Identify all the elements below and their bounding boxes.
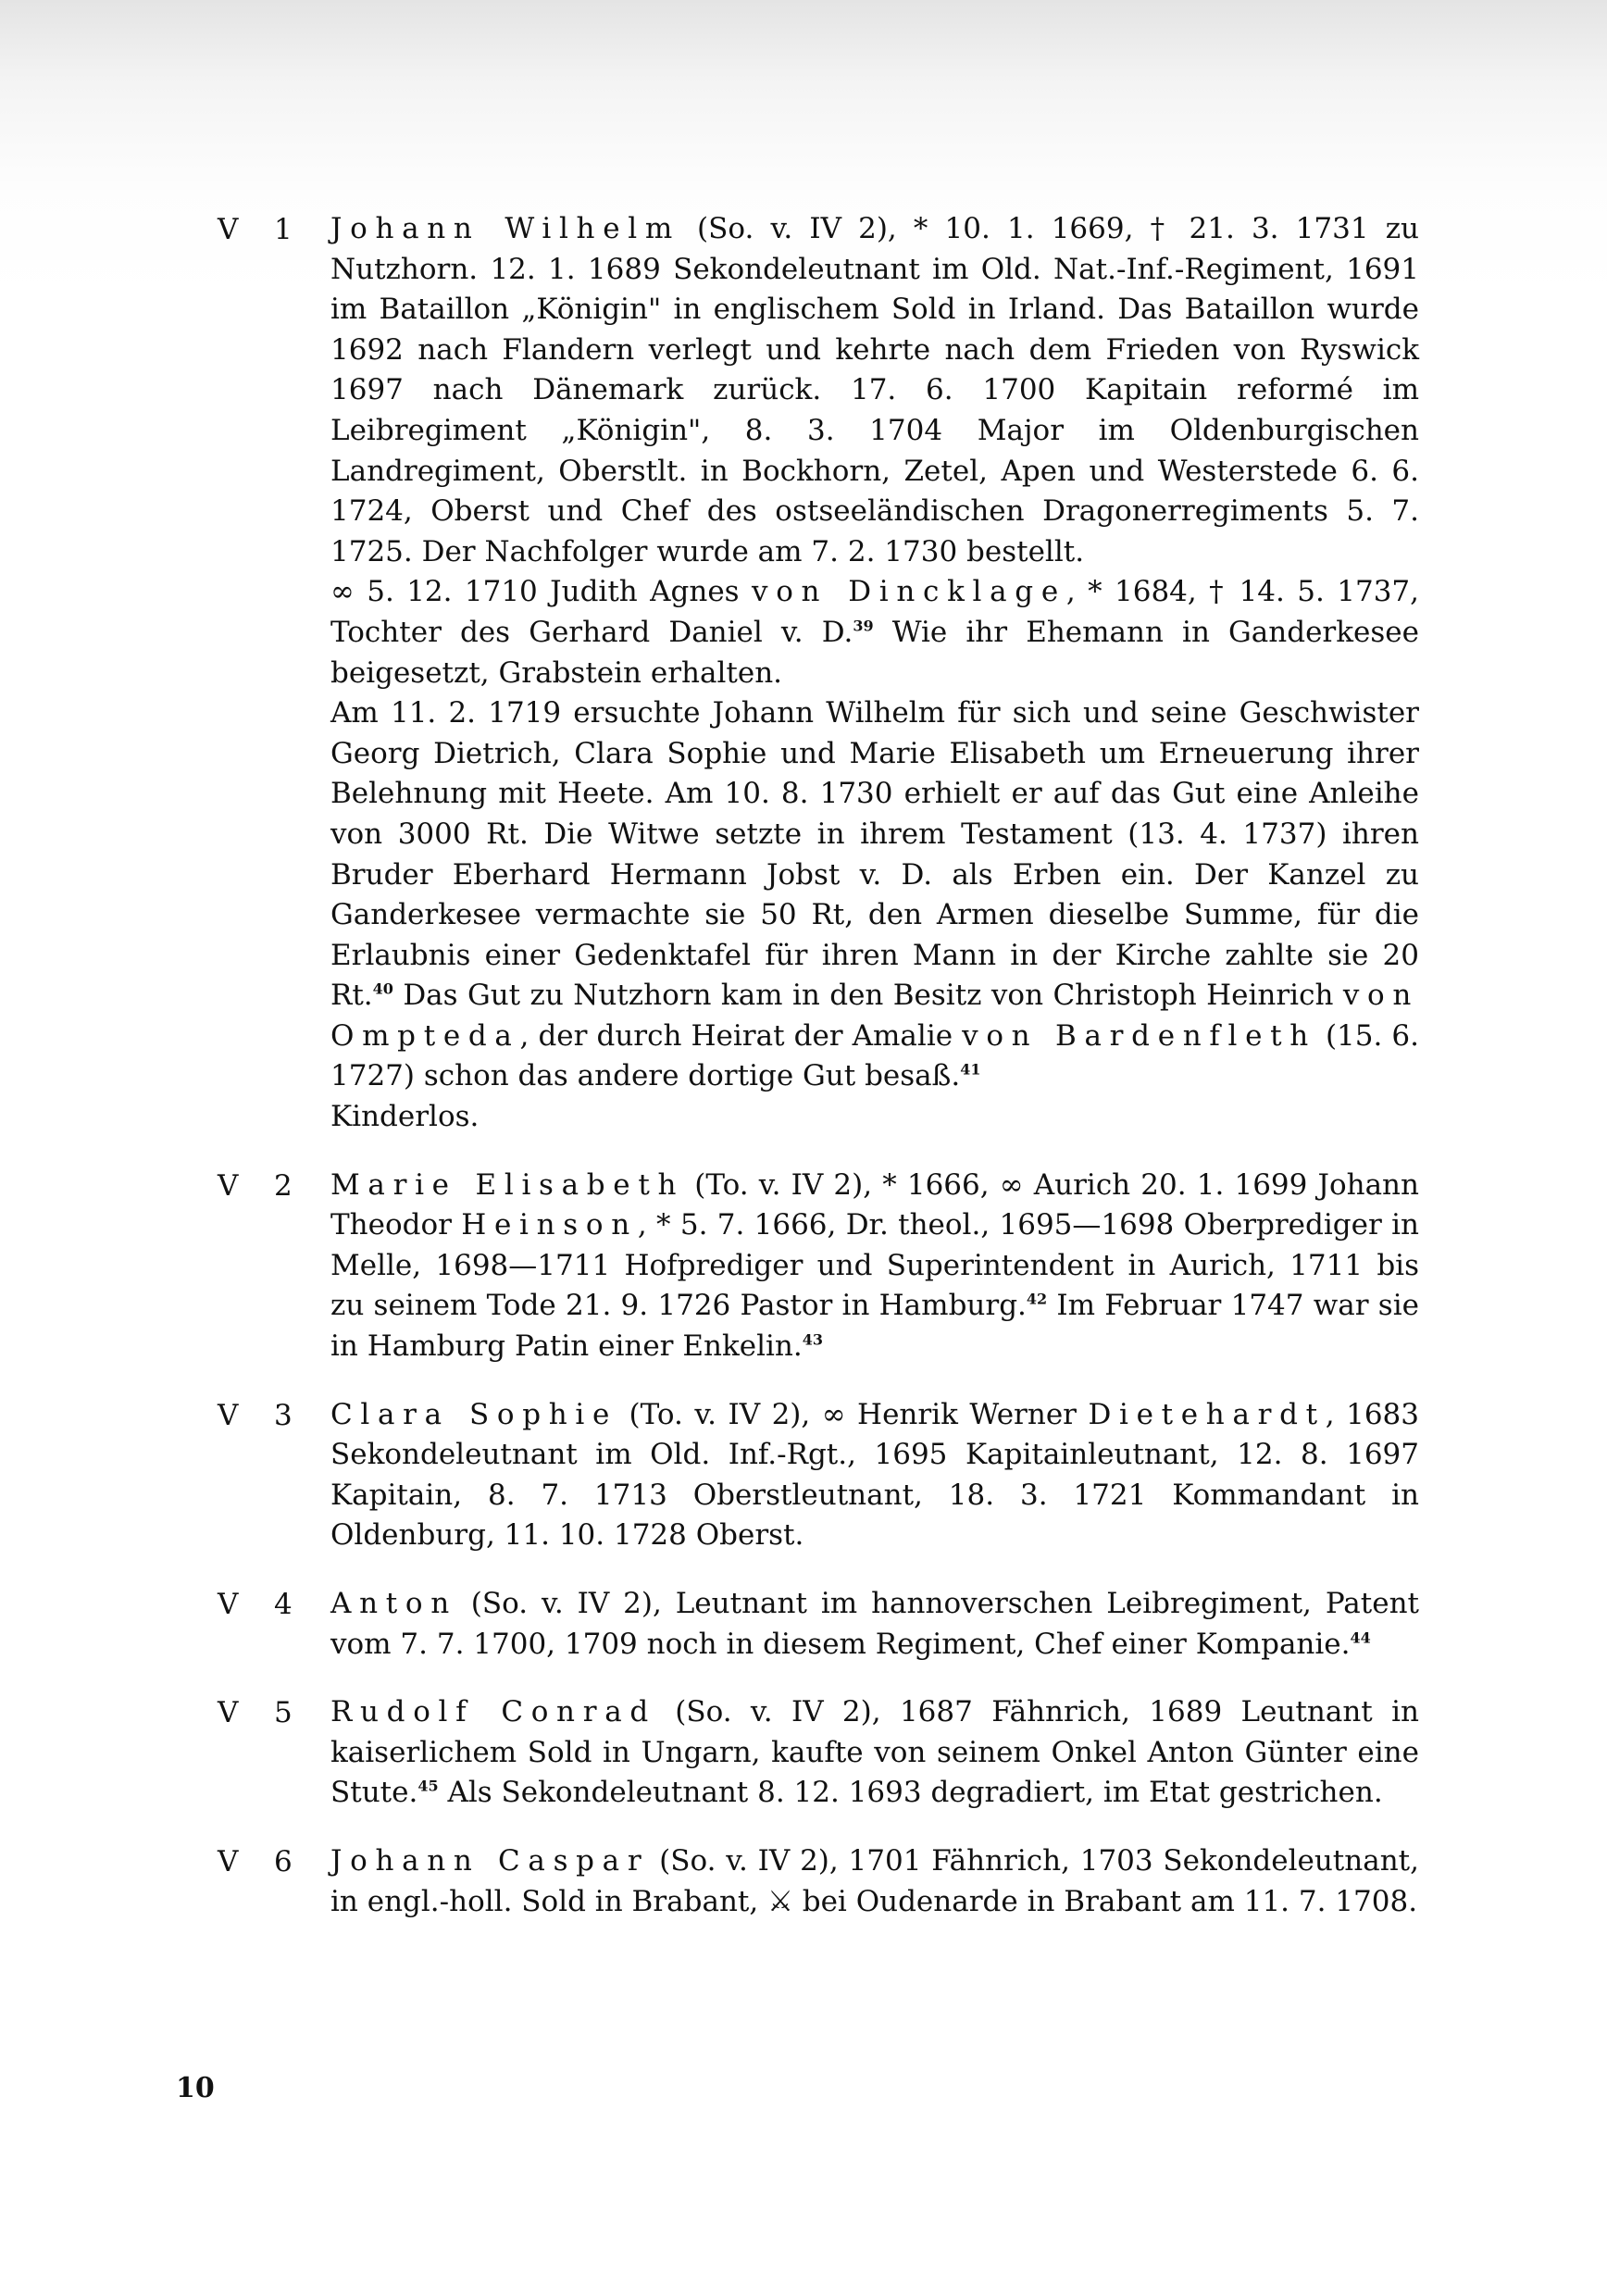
page-number: 10 bbox=[176, 2072, 215, 2104]
entry-text: (To. v. IV 2), ∞ Henrik Werner bbox=[617, 1397, 1089, 1431]
entry-body bbox=[330, 1166, 1419, 1367]
paragraph bbox=[330, 572, 1419, 693]
entry-text: ∞ 5. 12. 1710 Judith Agnes bbox=[330, 575, 752, 609]
generation-label: V bbox=[218, 213, 239, 246]
footnote-marker: 43 bbox=[802, 1330, 823, 1349]
entry-v2 bbox=[0, 1166, 1607, 1367]
entry-text: , * 5. 7. 1666, Dr. theol., 1695—1698 Oberprediger in Melle, 1698—1711 Hofprediger und Superintendent in Aurich, 1711 bis zu seinem Tode 21. 9. 1726 Pastor in Hamburg. bbox=[330, 1208, 1419, 1323]
generation-label: V bbox=[218, 1844, 239, 1878]
paragraph bbox=[330, 693, 1419, 1097]
entry-text: Das Gut zu Nutzhorn kam in den Besitz von Christoph Heinrich bbox=[392, 979, 1343, 1013]
entry-text: Wie ihr Ehemann in Ganderkesee beigesetzt, Grabstein erhalten. bbox=[330, 615, 1419, 690]
person-name: von Dincklage bbox=[752, 575, 1066, 609]
paragraph bbox=[330, 1097, 1419, 1138]
footnote-marker: 44 bbox=[1350, 1628, 1371, 1647]
entry-number: 4 bbox=[274, 1588, 293, 1621]
entry-body bbox=[330, 209, 1419, 1138]
entry-v4 bbox=[0, 1584, 1607, 1665]
person-name: Clara Sophie bbox=[330, 1397, 618, 1431]
entry-text: (So. v. IV 2), * 10. 1. 1669, † 21. 3. 1731 zu Nutzhorn. 12. 1. 1689 Sekondeleutnant im Old. Nat.-Inf.-Regiment, 1691 im Bataillon „Königin" in englischem Sold in Irland. Das Bataillon wurde 1692 nach Flandern verlegt und kehrte nach dem Frieden von Ryswick 1697 nach Dänemark zurück. 17. 6. 1700 Kapitain reformé im Leibregiment „Königin", 8. 3. 1704 Major im Oldenburgischen Landregiment, Oberstlt. in Bockhorn, Zetel, Apen und Westerstede 6. 6. 1724, Oberst und Chef des ostseeländischen Dragonerregiments 5. 7. 1725. Der Nachfolger wurde am 7. 2. 1730 bestellt. bbox=[330, 212, 1419, 568]
person-name: Marie Elisabeth bbox=[330, 1167, 685, 1202]
entry-v5 bbox=[0, 1692, 1607, 1814]
entry-text: Im Februar 1747 war sie in Hamburg Patin einer Enkelin. bbox=[330, 1289, 1419, 1364]
entry-v3 bbox=[0, 1395, 1607, 1556]
entry-number: 3 bbox=[274, 1398, 293, 1432]
entry-text: Kinderlos. bbox=[330, 1100, 480, 1134]
entry-number: 5 bbox=[274, 1696, 293, 1730]
generation-label: V bbox=[218, 1398, 239, 1432]
entry-body bbox=[330, 1841, 1419, 1922]
person-name: von Bardenfleth bbox=[962, 1018, 1316, 1053]
person-name: Johann Caspar bbox=[330, 1843, 650, 1878]
entry-number: 6 bbox=[274, 1844, 293, 1878]
entry-text: Am 11. 2. 1719 ersuchte Johann Wilhelm für sich und seine Geschwister Georg Dietrich, Clara Sophie und Marie Elisabeth um Erneuerung ihrer Belehnung mit Heete. Am 10. 8. 1730 erhielt er auf das Gut eine Anleihe von 3000 Rt. Die Witwe setzte in ihrem Testament (13. 4. 1737) ihren Bruder Eberhard Hermann Jobst v. D. als Erben ein. Der Kanzel zu Ganderkesee vermachte sie 50 Rt, den Armen dieselbe Summe, für die Erlaubnis einer Gedenktafel für ihren Mann in der Kirche zahlte sie 20 Rt. bbox=[330, 696, 1419, 1013]
entry-text: Als Sekondeleutnant 8. 12. 1693 degradiert, im Etat gestrichen. bbox=[438, 1776, 1383, 1810]
entry-text: (15. 6. 1727) schon das andere dortige Gut besaß. bbox=[330, 1018, 1419, 1093]
generation-label: V bbox=[218, 1696, 239, 1730]
person-name: Anton bbox=[330, 1587, 457, 1620]
entry-text: , der durch Heirat der Amalie bbox=[519, 1018, 963, 1053]
entry-v1 bbox=[0, 209, 1607, 1138]
entry-number: 2 bbox=[274, 1168, 293, 1203]
entry-text: , 1683 Sekondeleutnant im Old. Inf.-Rgt., 1695 Kapitainleutnant, 12. 8. 1697 Kapitain, 8. 7. 1713 Oberstleutnant, 18. 3. 1721 Kommandant in Oldenburg, 11. 10. 1728 Oberst. bbox=[330, 1397, 1420, 1553]
entry-text: (So. v. IV 2), Leutnant im hannoverschen Leibregiment, Patent vom 7. 7. 1700, 1709 noch in diesem Regiment, Chef einer Kompanie. bbox=[330, 1587, 1419, 1661]
paragraph bbox=[330, 1692, 1419, 1814]
entry-text: , * 1684, † 14. 5. 1737, Tochter des Gerhard Daniel v. D. bbox=[330, 575, 1419, 649]
entry-body bbox=[330, 1692, 1419, 1814]
person-name: Dietehardt bbox=[1088, 1397, 1326, 1431]
entry-v6 bbox=[0, 1841, 1607, 1922]
paragraph bbox=[330, 1841, 1419, 1922]
entry-number: 1 bbox=[274, 213, 293, 246]
footnote-marker: 42 bbox=[1026, 1291, 1048, 1309]
person-name: Heinson bbox=[461, 1208, 638, 1242]
person-name: Rudolf Conrad bbox=[330, 1695, 656, 1729]
entry-body bbox=[330, 1395, 1419, 1556]
person-name: Johann Wilhelm bbox=[330, 212, 680, 245]
generation-label: V bbox=[218, 1588, 239, 1621]
paragraph bbox=[330, 1584, 1419, 1665]
person-name: von Ompteda bbox=[330, 979, 1419, 1053]
generation-label: V bbox=[218, 1168, 239, 1203]
paragraph bbox=[330, 209, 1419, 572]
footnote-marker: 40 bbox=[372, 980, 393, 998]
entry-text: (To. v. IV 2), * 1666, ∞ Aurich 20. 1. 1699 Johann Theodor bbox=[330, 1167, 1419, 1242]
genealogy-entries bbox=[0, 209, 1607, 1950]
entry-text: (So. v. IV 2), 1687 Fähnrich, 1689 Leutnant in kaiserlichem Sold in Ungarn, kaufte von seinem Onkel Anton Günter eine Stute. bbox=[330, 1695, 1419, 1810]
footnote-marker: 41 bbox=[960, 1061, 981, 1079]
paragraph bbox=[330, 1166, 1419, 1367]
entry-text: (So. v. IV 2), 1701 Fähnrich, 1703 Sekondeleutnant, in engl.-holl. Sold in Brabant, ⚔ bei Oudenarde in Brabant am 11. 7. 1708. bbox=[330, 1843, 1419, 1918]
paragraph bbox=[330, 1395, 1419, 1556]
footnote-marker: 39 bbox=[853, 617, 874, 635]
entry-body bbox=[330, 1584, 1419, 1665]
footnote-marker: 45 bbox=[417, 1778, 439, 1796]
